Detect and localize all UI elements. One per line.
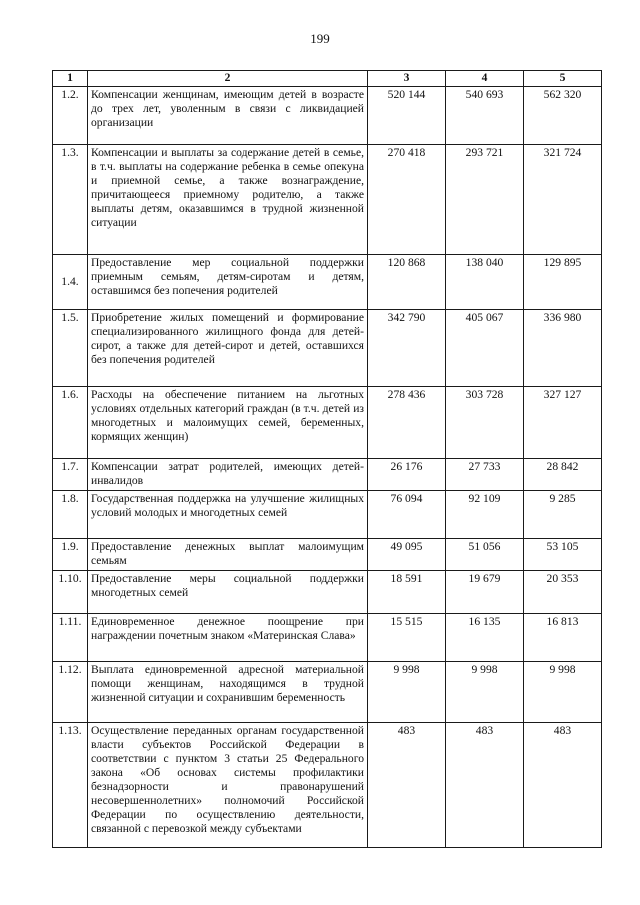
table-row [53, 459, 602, 491]
table-row [53, 255, 602, 310]
value-col-4: 19 679 [446, 571, 524, 614]
value-col-4: 27 733 [446, 459, 524, 491]
value-col-5: 20 353 [524, 571, 602, 614]
value-col-5: 483 [524, 723, 602, 848]
row-description: Единовременное денежное поощрение при награждении почетным знаком «Материнская Слава» [88, 614, 368, 662]
value-col-5: 327 127 [524, 387, 602, 459]
row-number: 1.3. [53, 145, 88, 255]
value-col-4: 16 135 [446, 614, 524, 662]
value-col-5: 28 842 [524, 459, 602, 491]
column-header-1: 1 [53, 71, 88, 87]
table-row [53, 539, 602, 571]
value-col-3: 278 436 [368, 387, 446, 459]
value-col-4: 405 067 [446, 310, 524, 387]
value-col-3: 270 418 [368, 145, 446, 255]
row-number: 1.5. [53, 310, 88, 387]
value-col-5: 336 980 [524, 310, 602, 387]
value-col-3: 9 998 [368, 662, 446, 723]
row-number: 1.13. [53, 723, 88, 848]
table-row [53, 87, 602, 145]
column-header-5: 5 [524, 71, 602, 87]
value-col-5: 129 895 [524, 255, 602, 310]
value-col-3: 520 144 [368, 87, 446, 145]
value-col-3: 26 176 [368, 459, 446, 491]
value-col-3: 76 094 [368, 491, 446, 539]
row-description: Компенсации и выплаты за содержание детей в семье, в т.ч. выплаты на содержание ребенка в семье опекуна и приемной семье, а также вознаграждение, причитающееся приемному родителю, а также выплаты детям, оказавшимся в трудной жизненной ситуации [88, 145, 368, 255]
value-col-4: 92 109 [446, 491, 524, 539]
value-col-5: 9 998 [524, 662, 602, 723]
value-col-3: 49 095 [368, 539, 446, 571]
table-row [53, 145, 602, 255]
row-description: Осуществление переданных органам государственной власти субъектов Российской Федерации в соответствии с пунктом 3 статьи 25 Федерального закона «Об основах системы профилактики безнадзорности и правонарушений несовершеннолетних» полномочий Российской Федерации по осуществлению деятельности, связанной с перевозкой между субъектами [88, 723, 368, 848]
row-description: Предоставление меры социальной поддержки многодетных семей [88, 571, 368, 614]
column-header-3: 3 [368, 71, 446, 87]
row-number: 1.8. [53, 491, 88, 539]
row-description: Приобретение жилых помещений и формирование специализированного жилищного фонда для детей-сирот, а также для детей-сирот и детей, оставшихся без попечения родителей [88, 310, 368, 387]
table-row [53, 571, 602, 614]
row-number: 1.10. [53, 571, 88, 614]
row-number: 1.9. [53, 539, 88, 571]
value-col-3: 342 790 [368, 310, 446, 387]
table-row [53, 723, 602, 848]
row-number: 1.7. [53, 459, 88, 491]
value-col-5: 53 105 [524, 539, 602, 571]
budget-table [52, 70, 602, 848]
value-col-4: 303 728 [446, 387, 524, 459]
row-description: Предоставление мер социальной поддержки приемным семьям, детям-сиротам и детям, оставшимся без попечения родителей [88, 255, 368, 310]
value-col-4: 293 721 [446, 145, 524, 255]
value-col-5: 16 813 [524, 614, 602, 662]
row-number: 1.11. [53, 614, 88, 662]
table-row [53, 662, 602, 723]
row-number: 1.2. [53, 87, 88, 145]
row-description: Компенсации женщинам, имеющим детей в возрасте до трех лет, уволенным в связи с ликвидацией организации [88, 87, 368, 145]
value-col-3: 18 591 [368, 571, 446, 614]
value-col-4: 51 056 [446, 539, 524, 571]
page-number: 199 [310, 31, 330, 46]
row-description: Расходы на обеспечение питанием на льготных условиях отдельных категорий граждан (в т.ч. детей из многодетных и малоимущих семей, беременных, кормящих женщин) [88, 387, 368, 459]
table-row [53, 491, 602, 539]
row-description: Выплата единовременной адресной материальной помощи женщинам, находящимся в трудной жизненной ситуации и сохранившим беременность [88, 662, 368, 723]
row-description: Предоставление денежных выплат малоимущим семьям [88, 539, 368, 571]
table-row [53, 387, 602, 459]
value-col-3: 483 [368, 723, 446, 848]
value-col-4: 483 [446, 723, 524, 848]
value-col-4: 9 998 [446, 662, 524, 723]
value-col-5: 9 285 [524, 491, 602, 539]
table-row [53, 614, 602, 662]
row-number: 1.12. [53, 662, 88, 723]
value-col-4: 138 040 [446, 255, 524, 310]
table-header-row [53, 71, 602, 87]
value-col-4: 540 693 [446, 87, 524, 145]
row-number: 1.4. [53, 255, 88, 310]
value-col-5: 321 724 [524, 145, 602, 255]
row-description: Компенсации затрат родителей, имеющих детей-инвалидов [88, 459, 368, 491]
table-row [53, 310, 602, 387]
value-col-3: 120 868 [368, 255, 446, 310]
column-header-4: 4 [446, 71, 524, 87]
column-header-2: 2 [88, 71, 368, 87]
row-number: 1.6. [53, 387, 88, 459]
row-description: Государственная поддержка на улучшение жилищных условий молодых и многодетных семей [88, 491, 368, 539]
value-col-5: 562 320 [524, 87, 602, 145]
value-col-3: 15 515 [368, 614, 446, 662]
